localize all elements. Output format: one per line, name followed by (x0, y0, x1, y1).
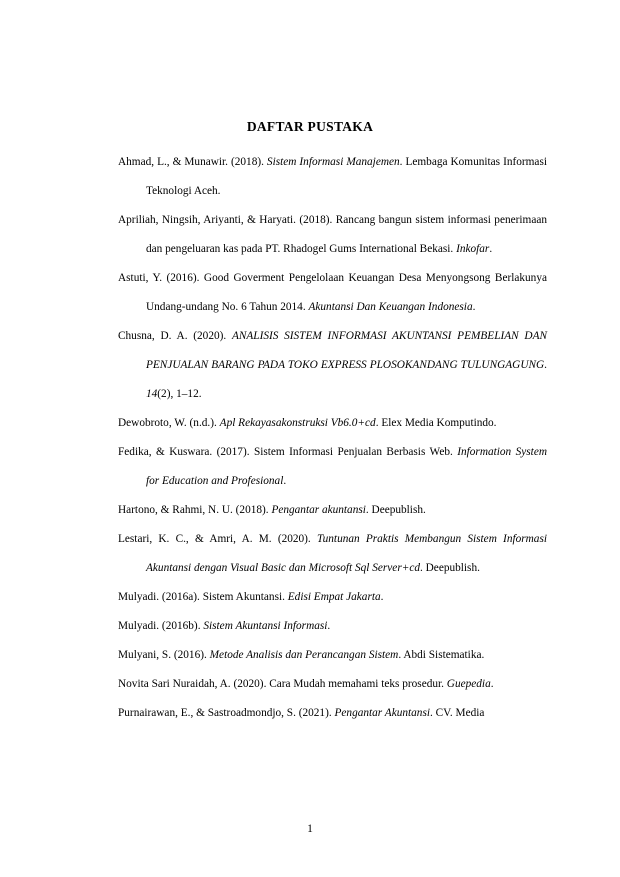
reference-text: . Elex Media Komputindo. (375, 417, 497, 429)
reference-text: Mulyani, S. (2016). (118, 649, 210, 661)
reference-text: Fedika, & Kuswara. (2017). Sistem Informasi Penjualan Berbasis Web. (118, 446, 458, 458)
reference-text: Mulyadi. (2016a). Sistem Akuntansi. (118, 591, 288, 603)
reference-entry (118, 525, 547, 583)
reference-entry (118, 641, 547, 670)
reference-italic-text: Tuntunan Praktis Membangun Sistem Informasi Akuntansi dengan Visual Basic dan Microsoft Sql Server+cd (146, 533, 547, 574)
reference-text: (2), 1–12. (157, 388, 202, 400)
reference-italic-text: Sistem Akuntansi Informasi (203, 620, 328, 632)
reference-entry (118, 670, 547, 699)
reference-text: . Abdi Sistematika. (398, 649, 485, 661)
reference-entry (118, 699, 547, 728)
reference-text: . Deepublish. (365, 504, 426, 516)
reference-text: . (489, 243, 493, 255)
reference-text: . (490, 678, 494, 690)
reference-text: . (544, 359, 547, 371)
reference-text: . Lembaga Komunitas Informasi Teknologi Aceh. (146, 156, 547, 197)
reference-text: Ahmad, L., & Munawir. (2018). (118, 156, 267, 168)
reference-entry (118, 438, 547, 496)
reference-italic-text: Information System for Education and Profesional (146, 446, 547, 487)
reference-text: Novita Sari Nuraidah, A. (2020). Cara Mudah memahami teks prosedur. (118, 678, 447, 690)
reference-italic-text: Inkofar (456, 243, 490, 255)
reference-entry (118, 612, 547, 641)
reference-italic-text: Akuntansi Dan Keuangan Indonesia (308, 301, 473, 313)
reference-text: Lestari, K. C., & Amri, A. M. (2020). (118, 533, 317, 545)
page-number: 1 (307, 823, 313, 835)
reference-italic-text: Edisi Empat Jakarta (287, 591, 381, 603)
reference-text: Apriliah, Ningsih, Ariyanti, & Haryati. (2018). Rancang bangun sistem informasi penerimaan dan pengeluaran kas pada PT. Rhadogel Gums International Bekasi. (118, 214, 547, 255)
reference-entry (118, 409, 547, 438)
reference-italic-text: Guepedia (446, 678, 491, 690)
reference-italic-text: Pengantar akuntansi (271, 504, 366, 516)
reference-text: . (283, 475, 287, 487)
reference-italic-text: Apl Rekayasakonstruksi Vb6.0+cd (219, 417, 376, 429)
reference-entry (118, 496, 547, 525)
reference-text: Purnairawan, E., & Sastroadmondjo, S. (2021). (118, 707, 335, 719)
reference-text: Dewobroto, W. (n.d.). (118, 417, 220, 429)
reference-entry (118, 583, 547, 612)
reference-italic-text: ANALISIS SISTEM INFORMASI AKUNTANSI PEMBELIAN DAN PENJUALAN BARANG PADA TOKO EXPRESS PLOSOKANDANG TULUNGAGUNG (146, 330, 548, 371)
reference-list (118, 148, 547, 728)
reference-entry (118, 206, 547, 264)
reference-text: Mulyadi. (2016b). (118, 620, 204, 632)
reference-italic-text: 14 (146, 388, 158, 400)
reference-entry (118, 264, 547, 322)
reference-text: . (380, 591, 384, 603)
reference-text: . CV. Media (430, 707, 485, 719)
reference-italic-text: Pengantar Akuntansi (334, 707, 430, 719)
reference-entry (118, 148, 547, 206)
reference-text: . (472, 301, 476, 313)
reference-italic-text: Metode Analisis dan Perancangan Sistem (209, 649, 399, 661)
reference-text: . (327, 620, 331, 632)
reference-text: Hartono, & Rahmi, N. U. (2018). (118, 504, 272, 516)
reference-italic-text: Sistem Informasi Manajemen (266, 156, 400, 168)
reference-text: . Deepublish. (420, 562, 480, 574)
reference-text: Astuti, Y. (2016). Good Goverment Pengelolaan Keuangan Desa Menyongsong Berlakunya Undang-undang No. 6 Tahun 2014. (118, 272, 547, 313)
page-title: DAFTAR PUSTAKA (246, 119, 374, 134)
reference-text: Chusna, D. A. (2020). (118, 330, 232, 342)
reference-entry (118, 322, 547, 409)
